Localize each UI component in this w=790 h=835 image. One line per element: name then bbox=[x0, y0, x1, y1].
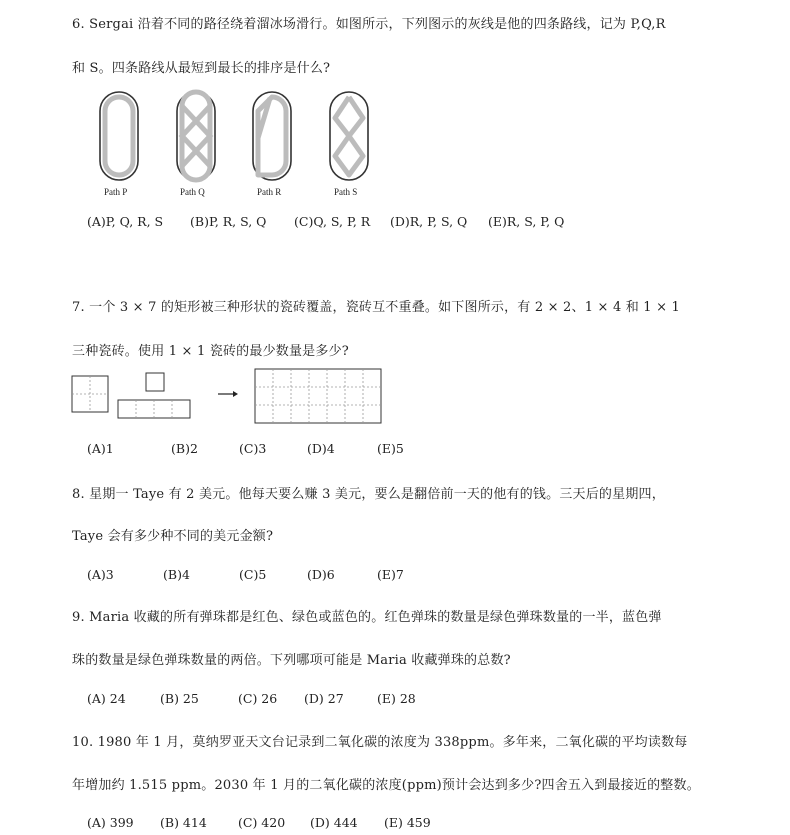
q7-option-c[interactable]: (C)3 bbox=[239, 441, 267, 456]
q9-text-line1: 9. Maria 收藏的所有弹珠都是红色、绿色或蓝色的。红色弹珠的数量是绿色弹珠数量的一半，蓝色弹 bbox=[72, 610, 662, 625]
q10-text-line1: 10. 1980 年 1 月，莫纳罗亚天文台记录到二氧化碳的浓度为 338ppm。多年来，二氧化碳的平均读数每 bbox=[72, 735, 688, 750]
q6-text-line1: 6. Sergai 沿着不同的路径绕着溜冰场滑行。如图所示，下列图示的灰线是他的四条路线，记为 P,Q,R bbox=[72, 17, 666, 32]
q7-option-e[interactable]: (E)5 bbox=[377, 441, 404, 456]
path-p-rink bbox=[100, 92, 138, 180]
q6-option-b[interactable]: (B)P, R, S, Q bbox=[190, 214, 267, 229]
path-q-rink bbox=[177, 92, 215, 180]
q6-option-a[interactable]: (A)P, Q, R, S bbox=[87, 214, 164, 229]
q9-option-a[interactable]: (A) 24 bbox=[87, 691, 126, 706]
tile-figure bbox=[70, 368, 390, 428]
q7-option-b[interactable]: (B)2 bbox=[171, 441, 198, 456]
q8-option-a[interactable]: (A)3 bbox=[87, 567, 114, 582]
q8-option-d[interactable]: (D)6 bbox=[307, 567, 335, 582]
path-label-s: Path S bbox=[334, 187, 358, 197]
q9-option-b[interactable]: (B) 25 bbox=[160, 691, 199, 706]
q6-option-e[interactable]: (E)R, S, P, Q bbox=[488, 214, 565, 229]
path-s-rink bbox=[330, 92, 368, 180]
rectangle-3x7-grid bbox=[255, 369, 381, 423]
tile-1x4 bbox=[118, 400, 190, 418]
skating-path-figure bbox=[90, 88, 380, 188]
q7-option-a[interactable]: (A)1 bbox=[87, 441, 114, 456]
q8-text-line1: 8. 星期一 Taye 有 2 美元。他每天要么赚 3 美元，要么是翻倍前一天的他有的钱。三天后的星期四， bbox=[72, 487, 665, 502]
q10-option-a[interactable]: (A) 399 bbox=[87, 815, 134, 830]
tile-1x1 bbox=[146, 373, 164, 391]
q8-option-e[interactable]: (E)7 bbox=[377, 567, 404, 582]
q9-option-c[interactable]: (C) 26 bbox=[238, 691, 278, 706]
q9-option-e[interactable]: (E) 28 bbox=[377, 691, 416, 706]
path-label-q: Path Q bbox=[180, 187, 205, 197]
path-label-p: Path P bbox=[104, 187, 128, 197]
q6-text-line2: 和 S。四条路线从最短到最长的排序是什么? bbox=[72, 61, 331, 76]
q6-option-c[interactable]: (C)Q, S, P, R bbox=[294, 214, 371, 229]
arrow-icon bbox=[218, 391, 238, 397]
q7-text-line2: 三种瓷砖。使用 1 × 1 瓷砖的最少数量是多少? bbox=[72, 344, 349, 359]
path-label-r: Path R bbox=[257, 187, 282, 197]
q6-option-d[interactable]: (D)R, P, S, Q bbox=[390, 214, 468, 229]
q10-option-d[interactable]: (D) 444 bbox=[310, 815, 358, 830]
q10-option-c[interactable]: (C) 420 bbox=[238, 815, 286, 830]
q10-text-line2: 年增加约 1.515 ppm。2030 年 1 月的二氧化碳的浓度(ppm)预计会达到多少?四舍五入到最接近的整数。 bbox=[72, 778, 700, 793]
q8-option-c[interactable]: (C)5 bbox=[239, 567, 267, 582]
q9-text-line2: 珠的数量是绿色弹珠数量的两倍。下列哪项可能是 Maria 收藏弹珠的总数? bbox=[72, 653, 511, 668]
q8-text-line2: Taye 会有多少种不同的美元金额? bbox=[72, 529, 274, 544]
q7-text-line1: 7. 一个 3 × 7 的矩形被三种形状的瓷砖覆盖，瓷砖互不重叠。如下图所示，有 2 × 2、1 × 4 和 1 × 1 bbox=[72, 300, 680, 315]
path-r-rink bbox=[253, 92, 291, 180]
q10-option-e[interactable]: (E) 459 bbox=[384, 815, 431, 830]
tile-2x2 bbox=[72, 376, 108, 412]
q7-option-d[interactable]: (D)4 bbox=[307, 441, 335, 456]
q9-option-d[interactable]: (D) 27 bbox=[304, 691, 344, 706]
q10-option-b[interactable]: (B) 414 bbox=[160, 815, 207, 830]
q8-option-b[interactable]: (B)4 bbox=[163, 567, 190, 582]
